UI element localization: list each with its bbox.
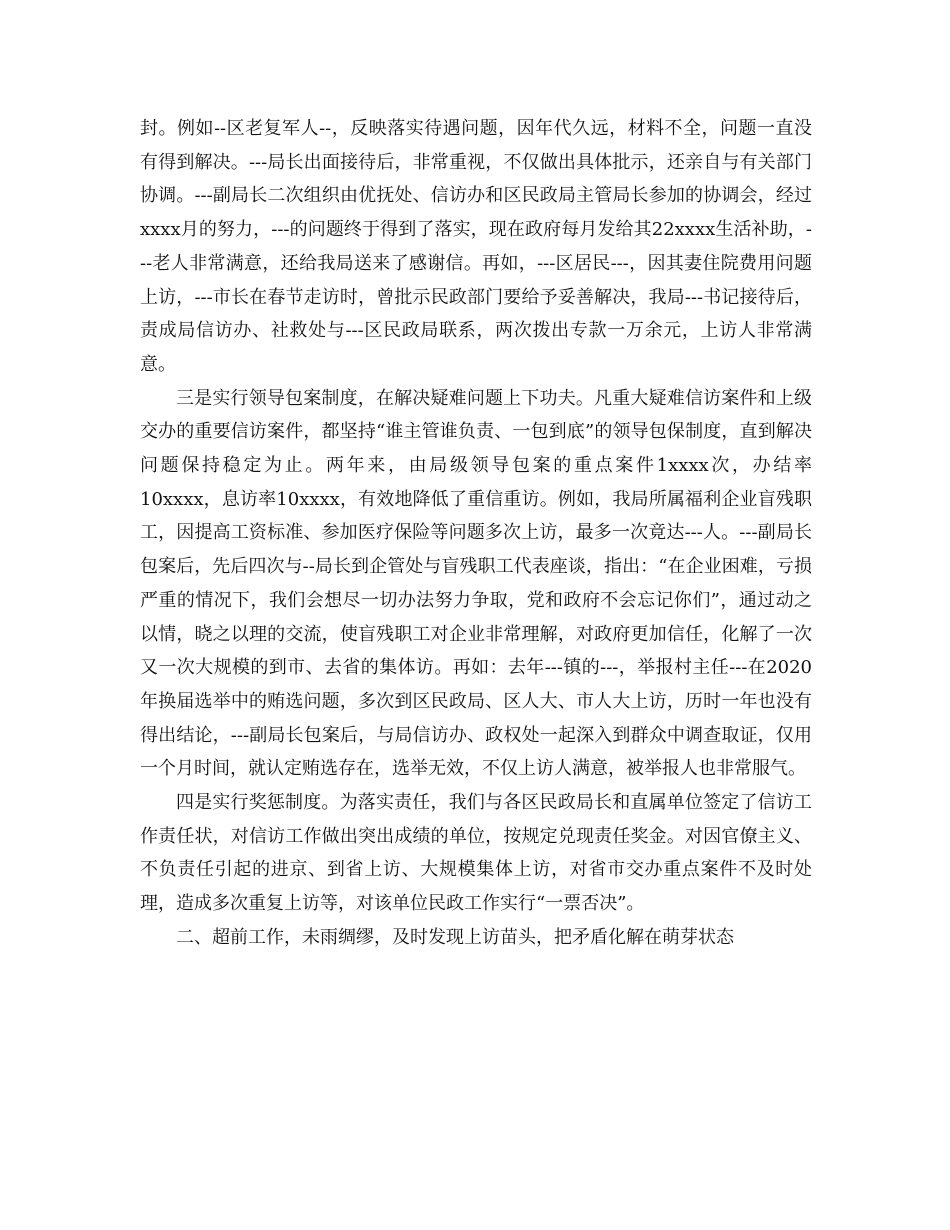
paragraph-1: 封。例如--区老复军人--，反映落实待遇问题，因年代久远，材料不全，问题一直没有得到解决。---局长出面接待后，非常重视，不仅做出具体批示，还亲自与有关部门协调。---副局长二次组织由优抚处、信访办和区民政局主管局长参加的协调会，经过xxxx月的努力，---的问题终于得到了落实，现在政府每月发给其22xxxx生活补助，---老人非常满意，还给我局送来了感谢信。再如，---区居民---，因其妻住院费用问题上访，---市长在春节走访时，曾批示民政部门要给予妥善解决，我局---书记接待后，责成局信访办、社救处与---区民政局联系，两次拨出专款一万余元，上访人非常满意。 <box>140 118 812 375</box>
section-heading: 二、超前工作，未雨绸缪，及时发现上访苗头，把矛盾化解在萌芽状态 <box>176 926 734 948</box>
document-page <box>140 112 812 955</box>
paragraph-2: 三是实行领导包案制度，在解决疑难问题上下功夫。凡重大疑难信访案件和上级交办的重要信访案件，都坚持“谁主管谁负责、一包到底”的领导包保制度，直到解决问题保持稳定为止。两年来，由局级领导包案的重点案件1xxxx次，办结率10xxxx，息访率10xxxx，有效地降低了重信重访。例如，我局所属福利企业盲残职工，因提高工资标准、参加医疗保险等问题多次上访，最多一次竟达---人。---副局长包案后，先后四次与--局长到企管处与盲残职工代表座谈，指出：“在企业困难，亏损严重的情况下，我们会想尽一切办法努力争取，党和政府不会忘记你们”，通过动之以情，晓之以理的交流，使盲残职工对企业非常理解，对政府更加信任，化解了一次又一次大规模的到市、去省的集体访。再如：去年---镇的---，举报村主任---在2020年换届选举中的贿选问题，多次到区民政局、区人大、市人大上访，历时一年也没有得出结论，---副局长包案后，与局信访办、政权处一起深入到群众中调查取证，仅用一个月时间，就认定贿选存在，选举无效，不仅上访人满意，被举报人也非常服气。 <box>140 387 812 780</box>
paragraph-3: 四是实行奖惩制度。为落实责任，我们与各区民政局长和直属单位签定了信访工作责任状，对信访工作做出突出成绩的单位，按规定兑现责任奖金。对因官僚主义、不负责任引起的进京、到省上访、大规模集体上访，对省市交办重点案件不及时处理，造成多次重复上访等，对该单位民政工作实行“一票否决”。 <box>140 792 812 915</box>
